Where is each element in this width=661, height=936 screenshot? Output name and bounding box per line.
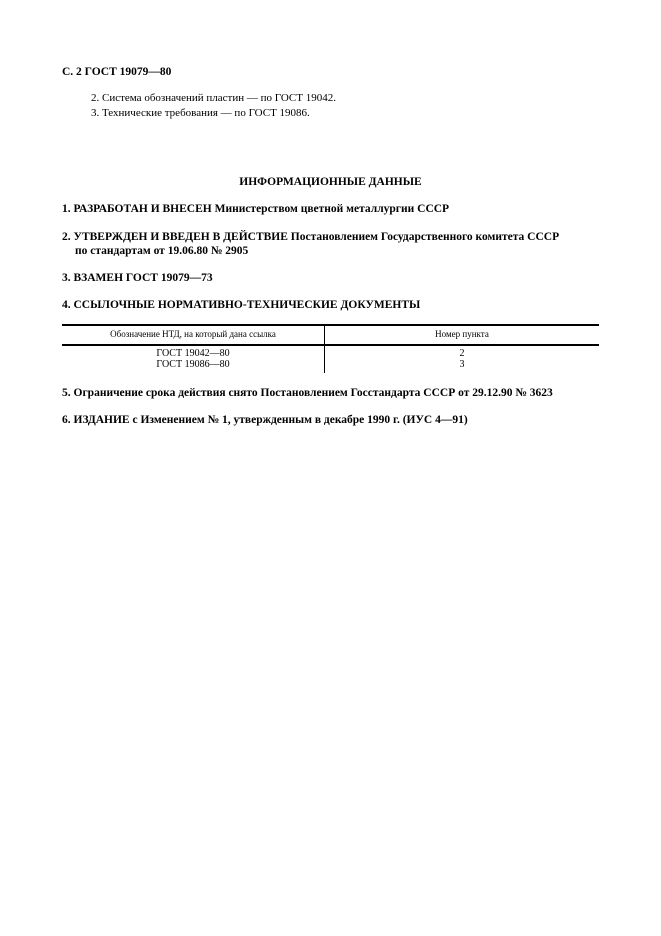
table-cell-clause: 3: [459, 359, 465, 370]
table-header-clause: Номер пункта: [435, 329, 489, 339]
item-developed: 1. РАЗРАБОТАН И ВНЕСЕН Министерством цветной металлургии СССР: [62, 203, 450, 215]
item-approved-line-1: 2. УТВЕРЖДЕН И ВВЕДЕН В ДЕЙСТВИЕ Постановлением Государственного комитета СССР: [62, 231, 560, 243]
table-header-rule: [62, 344, 599, 346]
intro-item-technical-requirements: 3. Технические требования — по ГОСТ 19086.: [91, 107, 310, 119]
table-cell-clause: 2: [459, 348, 465, 359]
item-approved: [62, 230, 559, 258]
item-limitation: 5. Ограничение срока действия снято Постановлением Госстандарта СССР от 29.12.90 № 3623: [62, 387, 553, 399]
intro-item-designation-system: 2. Система обозначений пластин — по ГОСТ 19042.: [91, 92, 336, 104]
item-references-title: 4. ССЫЛОЧНЫЕ НОРМАТИВНО-ТЕХНИЧЕСКИЕ ДОКУМЕНТЫ: [62, 299, 421, 311]
reference-table: [62, 324, 599, 373]
item-approved-line-2: по стандартам от 19.06.80 № 2905: [75, 245, 249, 257]
item-edition: 6. ИЗДАНИЕ с Изменением № 1, утвержденным в декабре 1990 г. (ИУС 4—91): [62, 414, 468, 426]
section-title: ИНФОРМАЦИОННЫЕ ДАННЫЕ: [239, 176, 422, 188]
page-header: С. 2 ГОСТ 19079—80: [62, 66, 172, 78]
item-replaces: 3. ВЗАМЕН ГОСТ 19079—73: [62, 272, 213, 284]
table-top-rule: [62, 324, 599, 326]
table-header-document: Обозначение НТД, на который дана ссылка: [110, 329, 276, 339]
table-cell-document: ГОСТ 19086—80: [156, 359, 230, 370]
table-cell-document: ГОСТ 19042—80: [156, 348, 230, 359]
